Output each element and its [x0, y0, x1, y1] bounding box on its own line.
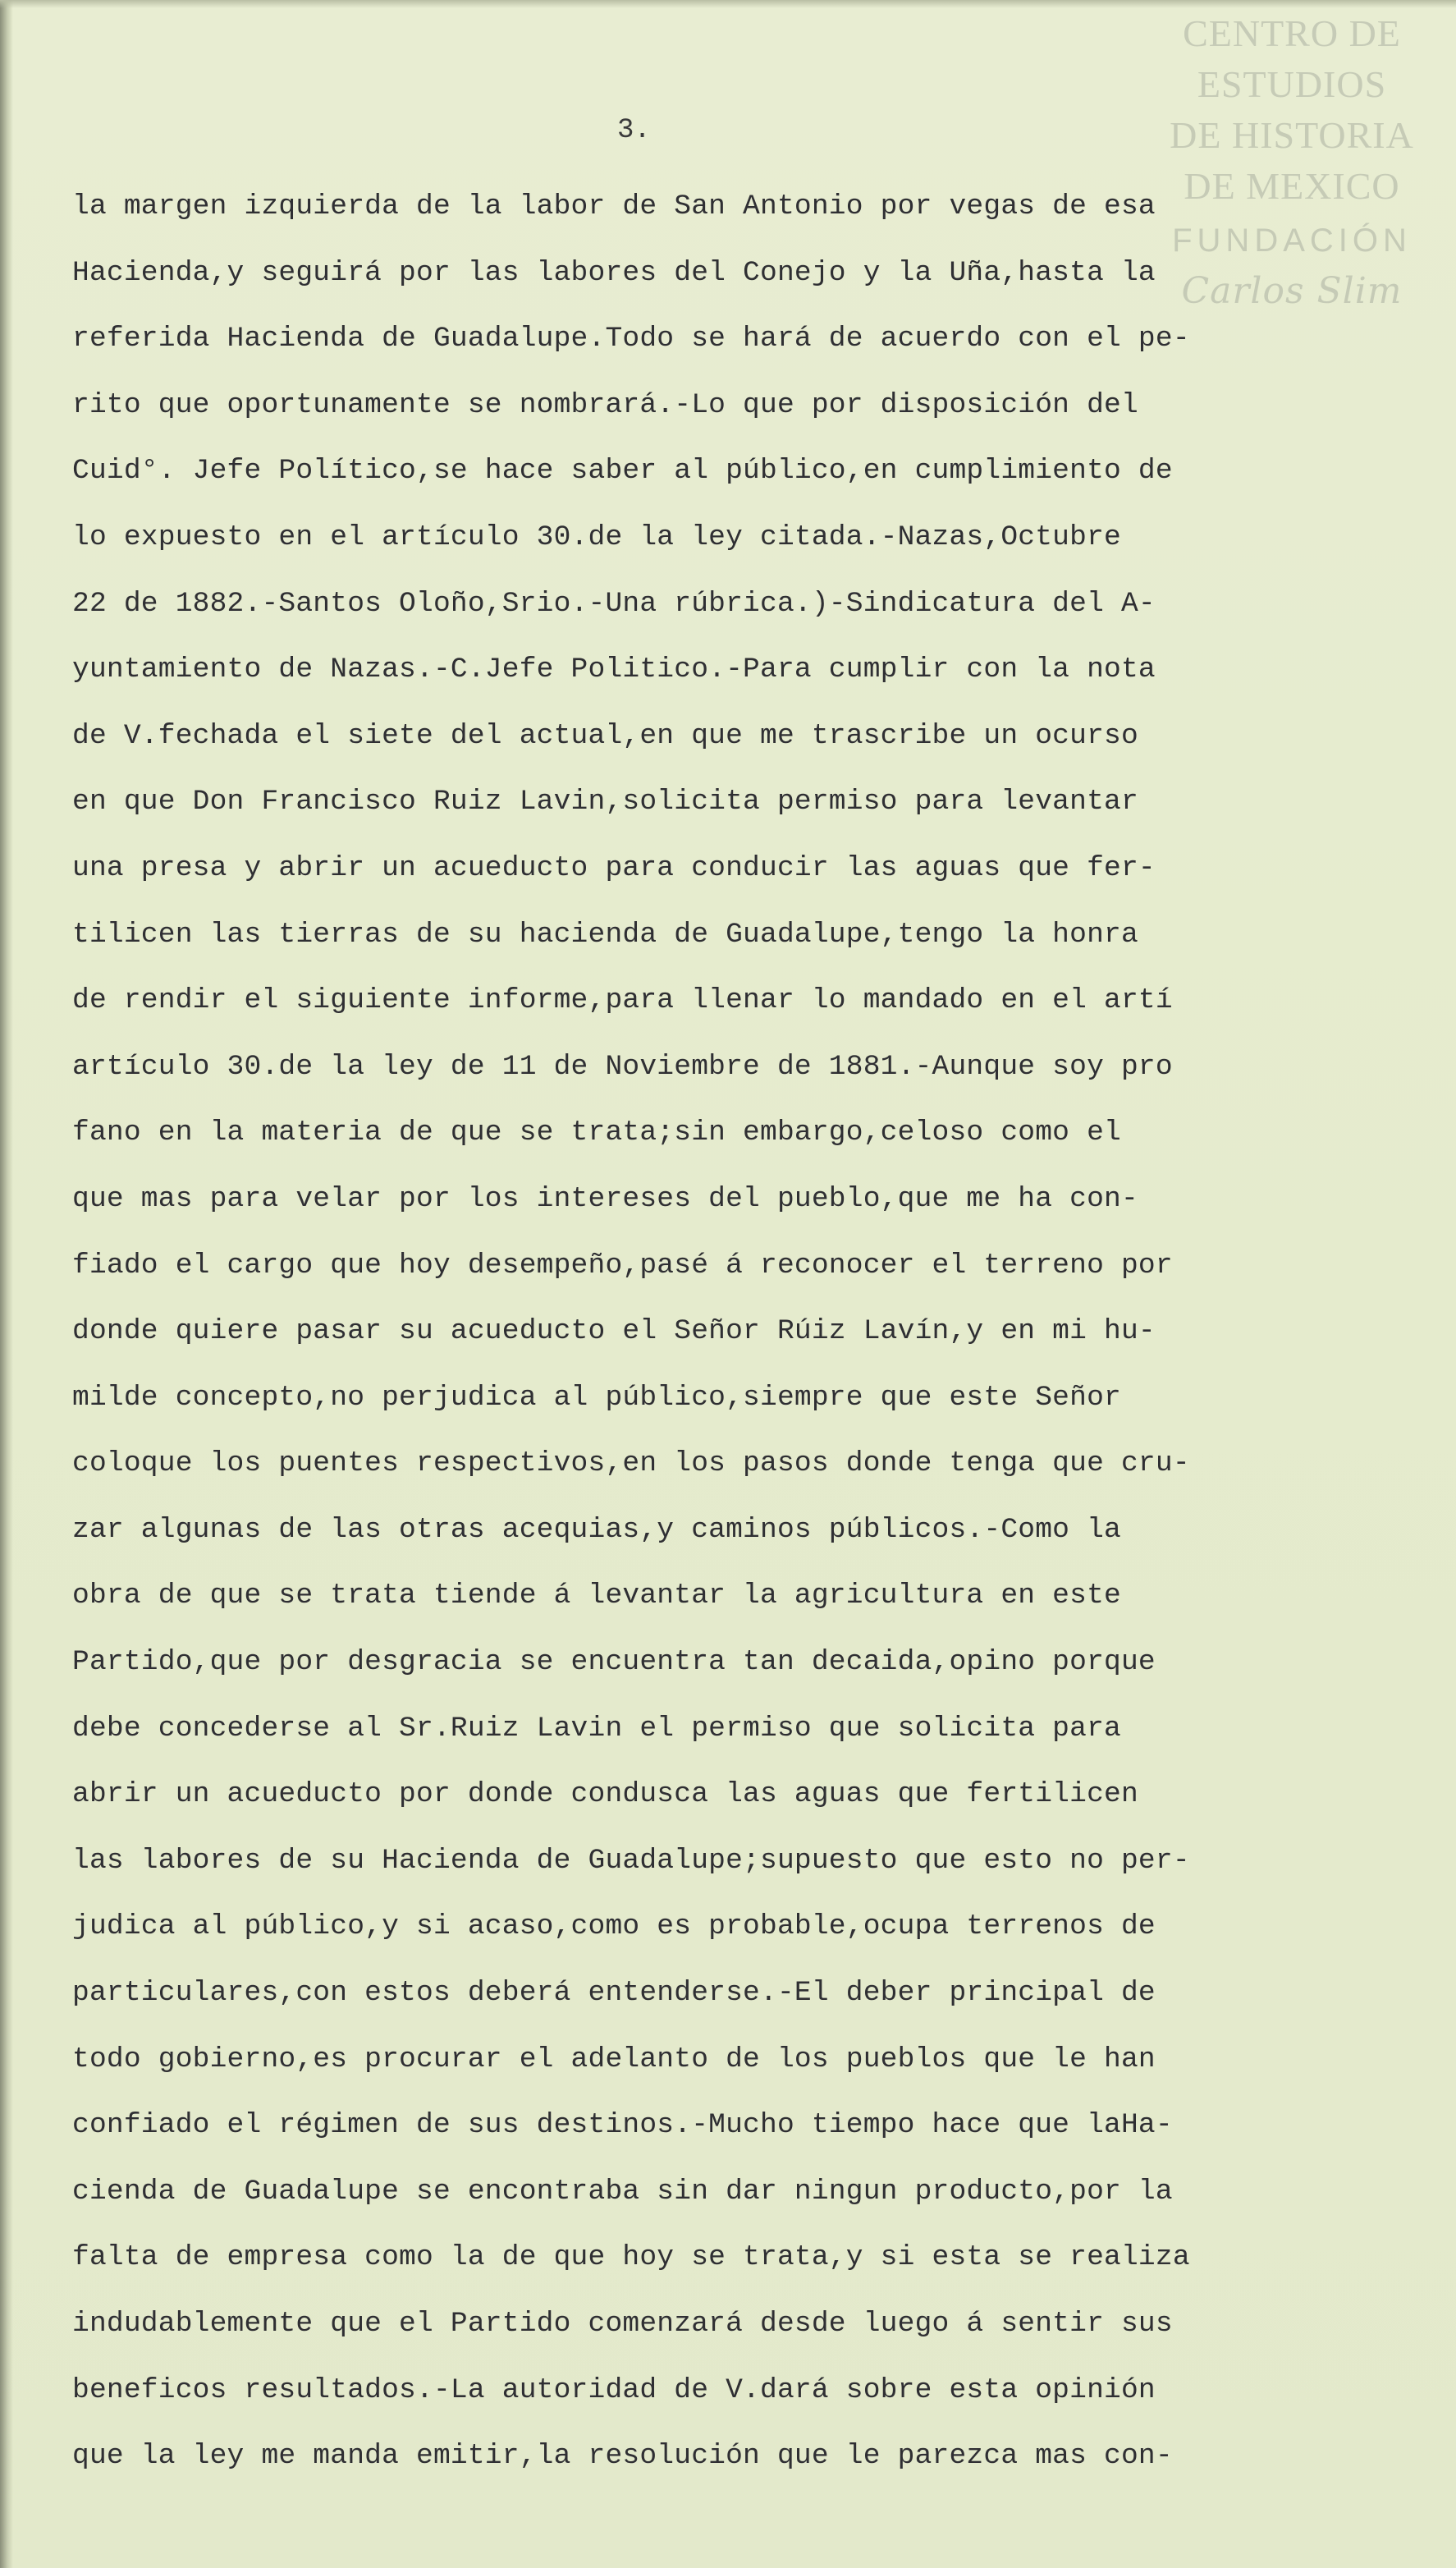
text-line: milde concepto,no perjudica al público,siempre que este Señor	[72, 1381, 1121, 1414]
text-line: que la ley me manda emitir,la resolución que le parezca mas con-	[72, 2440, 1173, 2473]
text-line: 22 de 1882.-Santos Oloño,Srio.-Una rúbrica.)-Sindicatura del A-	[72, 587, 1156, 620]
text-line: zar algunas de las otras acequias,y caminos públicos.-Como la	[72, 1513, 1121, 1546]
watermark-line: DE HISTORIA	[1170, 114, 1414, 156]
watermark-line: DE MEXICO	[1184, 165, 1400, 207]
text-line: lo expuesto en el artículo 30.de la ley citada.-Nazas,Octubre	[72, 520, 1121, 553]
page-top-edge	[0, 0, 1456, 8]
watermark-line: ESTUDIOS	[1197, 63, 1387, 105]
text-line: coloque los puentes respectivos,en los pasos donde tenga que cru-	[72, 1447, 1190, 1480]
text-line: falta de empresa como la de que hoy se trata,y si esta se realiza	[72, 2241, 1190, 2274]
text-line: judica al público,y si acaso,como es probable,ocupa terrenos de	[72, 1910, 1156, 1943]
watermark-foundation: FUNDACIÓN	[1172, 222, 1412, 259]
text-line: confiado el régimen de sus destinos.-Mucho tiempo hace que laHa-	[72, 2109, 1173, 2142]
text-line: indudablemente que el Partido comenzará desde luego á sentir sus	[72, 2308, 1173, 2340]
text-line: de rendir el siguiente informe,para llenar lo mandado en el artí	[72, 984, 1173, 1017]
text-line: en que Don Francisco Ruiz Lavin,solicita permiso para levantar	[72, 786, 1138, 819]
text-line: particulares,con estos deberá entenderse.-El deber principal de	[72, 1977, 1156, 2010]
text-line: Partido,que por desgracia se encuentra tan decaida,opino porque	[72, 1646, 1156, 1679]
typewritten-text	[72, 174, 1369, 2490]
text-line: una presa y abrir un acueducto para conducir las aguas que fer-	[72, 851, 1156, 884]
text-line: las labores de su Hacienda de Guadalupe;supuesto que esto no per-	[72, 1844, 1190, 1877]
text-line: abrir un acueducto por donde condusca las aguas que fertilicen	[72, 1778, 1138, 1811]
watermark-signature: Carlos Slim	[1181, 270, 1403, 312]
text-line: Cuid°. Jefe Político,se hace saber al público,en cumplimiento de	[72, 455, 1173, 488]
watermark-line: CENTRO DE	[1183, 12, 1401, 54]
text-line: que mas para velar por los intereses del pueblo,que me ha con-	[72, 1182, 1138, 1215]
text-line: artículo 30.de la ley de 11 de Noviembre de 1881.-Aunque soy pro	[72, 1050, 1173, 1083]
text-line: cienda de Guadalupe se encontraba sin dar ningun producto,por la	[72, 2175, 1173, 2208]
text-line: fano en la materia de que se trata;sin embargo,celoso como el	[72, 1117, 1121, 1149]
text-line: tilicen las tierras de su hacienda de Guadalupe,tengo la honra	[72, 918, 1138, 951]
text-line: debe concederse al Sr.Ruiz Lavin el permiso que solicita para	[72, 1712, 1121, 1745]
text-line: fiado el cargo que hoy desempeño,pasé á reconocer el terreno por	[72, 1249, 1173, 1282]
page-edge-shadow	[0, 0, 13, 2568]
text-line: referida Hacienda de Guadalupe.Todo se hará de acuerdo con el pe-	[72, 323, 1190, 355]
text-line: Hacienda,y seguirá por las labores del Conejo y la Uña,hasta la	[72, 256, 1156, 289]
text-line: donde quiere pasar su acueducto el Señor Rúiz Lavín,y en mi hu-	[72, 1315, 1156, 1348]
text-line: de V.fechada el siete del actual,en que me trascribe un ocurso	[72, 719, 1138, 752]
text-line: la margen izquierda de la labor de San Antonio por vegas de esa	[72, 190, 1156, 222]
text-line: todo gobierno,es procurar el adelanto de los pueblos que le han	[72, 2043, 1156, 2075]
text-line: rito que oportunamente se nombrará.-Lo que por disposición del	[72, 388, 1138, 421]
text-line: beneficos resultados.-La autoridad de V.dará sobre esta opinión	[72, 2373, 1156, 2406]
text-line: yuntamiento de Nazas.-C.Jefe Politico.-Para cumplir con la nota	[72, 653, 1156, 686]
page-number: 3.	[617, 115, 651, 146]
text-line: obra de que se trata tiende á levantar la agricultura en este	[72, 1580, 1121, 1612]
